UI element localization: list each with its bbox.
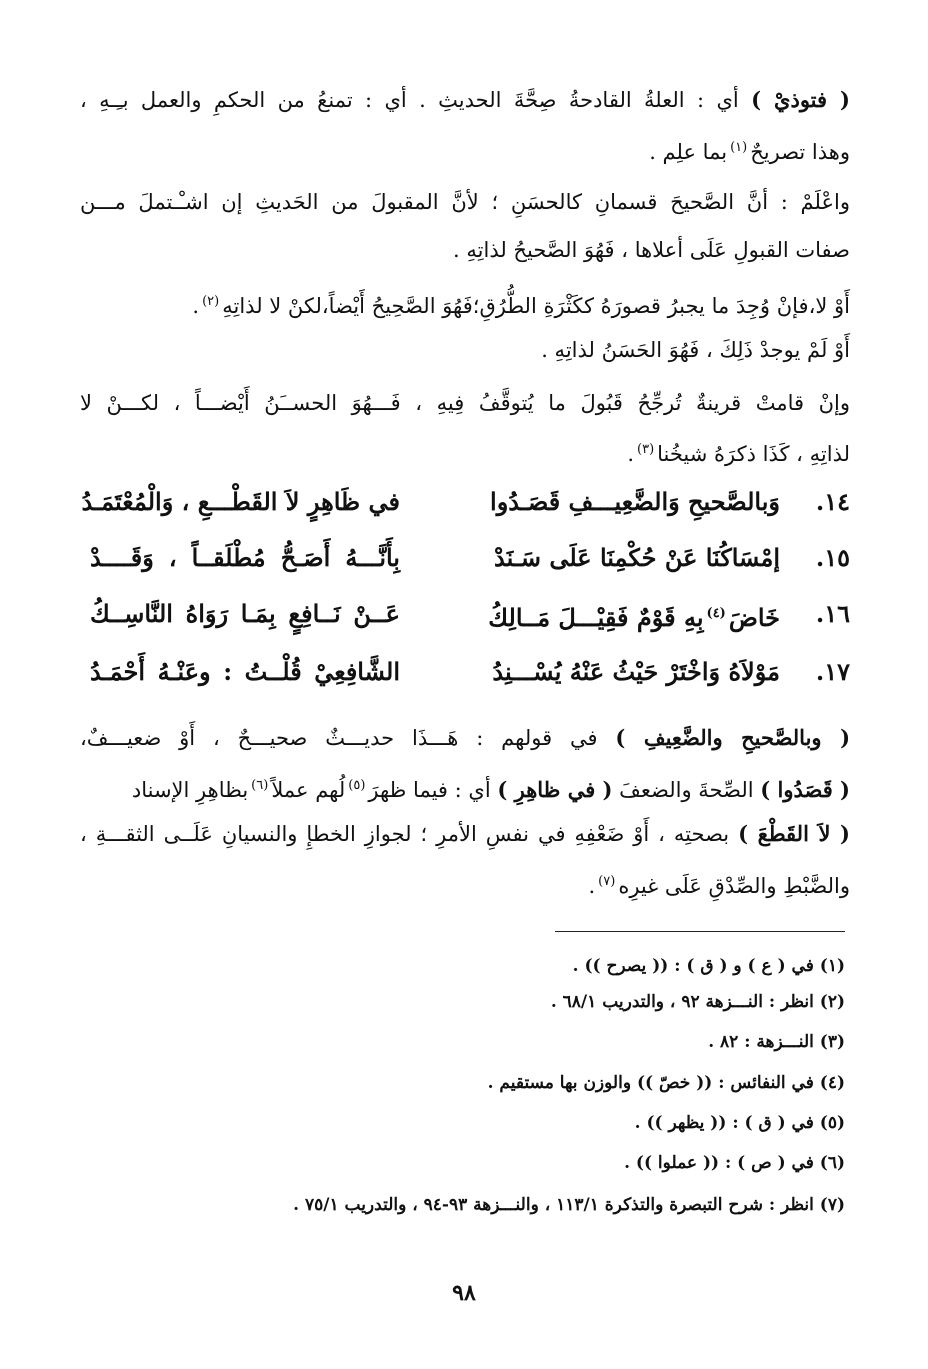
footnote: (٣) النـــزهة : ٨٢ .	[708, 1032, 845, 1052]
text-span: بما علِم .	[649, 140, 728, 164]
footnote: (١) في ( ع ) و ( ق ) : (( يصرح )) .	[572, 956, 845, 976]
text-span: .	[627, 442, 634, 466]
footnote: (٦) في ( ص ) : (( عملوا )) .	[624, 1153, 845, 1173]
footnote-separator	[555, 931, 845, 932]
verse-hemistich-first: مَوْلاَهُ وَاخْتَرْ حَيْثُ عَنْهُ يُسْـــنِدُ	[492, 657, 780, 686]
text-line	[80, 766, 850, 806]
verse-hemistich-second: الشَّافِعِيْ قُلْــتُ : وعَنْـهُ أَحْمَـدُ	[90, 657, 400, 686]
footnote-ref: (٣)	[637, 442, 655, 457]
term-bold: ( وبالصَّحيحِ والضَّعِيفِ )	[615, 725, 850, 750]
text-span: بِهِ قَوْمٌ فَقِيْـــلَ مَــالِكُ	[488, 603, 704, 632]
text-span: الصِّحةَ والضعفَ	[619, 778, 754, 802]
verse-hemistich-second: بِأَنَّـــهُ أَصَـحُّ مُطْلَقــاً ، وَقَــــدْ	[90, 543, 400, 572]
verse-number: ١٧.	[815, 657, 850, 686]
text-span: وهذا تصريحٌ	[750, 140, 850, 164]
text-span: .	[588, 874, 596, 898]
footnote: (٤) في النفائس : (( خصّ )) والوزن بها مستقيم .	[487, 1073, 845, 1093]
footnote-ref: (٦)	[251, 778, 269, 793]
verse-number: ١٥.	[815, 543, 850, 572]
footnote: (٧) انظر : شرح التبصرة والتذكرة ١١٣/١ ، والنـــزهة ٩٣-٩٤ ، والتدريب ٧٥/١ .	[293, 1195, 845, 1215]
text-span: لذاتِهِ ، كَذَا ذكرَهُ شيخُنا	[657, 442, 850, 466]
verse-number: ١٦.	[815, 599, 850, 628]
text-span: أَوْ لا،فإنْ وُجِدَ ما يجبرُ قصورَهُ ككَثْرَةِ الطُّرُقِ؛فَهُوَ الصَّحِيحُ أَيْضاً،لكنْ لا لذاتِهِ	[222, 294, 850, 318]
verse-hemistich-first: إمْسَاكُنَا عَنْ حُكْمِنَا عَلَى سَـنَدْ	[493, 543, 780, 572]
verse-line	[90, 644, 850, 700]
term-bold: ( في ظاهِرِ )	[497, 777, 613, 802]
verse-hemistich-first: وَبالصَّحيحِ وَالضَّعِيـــفِ قَصَـدُوا	[490, 487, 780, 516]
text-span: بظاهِرِ الإسناد	[131, 778, 249, 802]
text-span: أي : فيما ظهرَ	[368, 778, 491, 802]
text-line	[80, 718, 850, 758]
text-line	[80, 814, 850, 854]
term-bold: ( قَصَدُوا )	[760, 777, 850, 802]
footnote-ref: (٧)	[598, 874, 616, 889]
text-line: صفات القبولِ عَلَى أعلاها ، فَهُوَ الصَّحيحُ لذاتِهِ .	[453, 238, 850, 262]
footnote: (٢) انظر : النـــزهة ٩٢ ، والتدريب ٦٨/١ .	[550, 992, 845, 1012]
text-line	[80, 80, 850, 120]
verse-hemistich-first	[400, 586, 780, 646]
verse-hemistich-second: في ظَاهِرٍ لاَ القَطْـــعِ ، وَالْمُعْتَمَـدُ	[81, 487, 400, 516]
text-span: في قولهم : هَـــذَا حديـــثٌ صحيـــحٌ ، أَوْ ضعيـــفٌ،	[80, 726, 598, 750]
page-number: ٩٨	[452, 1280, 476, 1306]
text-line	[80, 282, 850, 322]
text-span: لُهم عملاً	[271, 778, 346, 802]
term-bold: ( فتوذيْ )	[751, 87, 850, 112]
term-bold: ( لاَ القَطْعَ )	[738, 821, 850, 846]
footnote-ref: (١)	[730, 140, 748, 155]
text-span: بصحتِه ، أَوْ ضَعْفِهِ في نفسِ الأمرِ ؛ لجوازِ الخطإِ والنسيانِ عَلَــى الثقـــةِ ،	[80, 822, 730, 846]
text-line: وإنْ قامتْ قرينةٌ تُرجِّحُ قَبُولَ ما يُتوقَّفُ فِيهِ ، فَـــهُوَ الحســَنُ أَيْضـــاً ، لكـــنْ لا	[80, 391, 850, 415]
verse-line	[90, 530, 850, 586]
text-line	[80, 128, 850, 168]
verse-hemistich-second: عَــنْ نَــافِعٍ بِمَـا رَوَاهُ النَّاسِــكُ	[90, 599, 400, 628]
text-line	[80, 862, 850, 902]
footnote-ref: (٤)	[706, 606, 726, 621]
footnote-ref: (٢)	[202, 294, 220, 309]
text-span: .	[192, 294, 200, 318]
verse-line	[90, 586, 850, 642]
verse-line	[81, 474, 850, 530]
text-line	[80, 430, 850, 470]
footnote: (٥) في ( ق ) : (( يظهر )) .	[634, 1113, 845, 1133]
text-span: أي : العلةُ القادحةُ صِحَّةَ الحديثِ . أي : تمنعُ من الحكمِ والعمل بـِـهِ ،	[80, 88, 739, 112]
footnote-ref: (٥)	[348, 778, 366, 793]
text-span: والضَّبْطِ والصِّدْقِ عَلَى غيرِه	[618, 874, 850, 898]
verse-number: ١٤.	[815, 487, 850, 516]
text-line: أَوْ لَمْ يوجدْ ذَلِكَ ، فَهُوَ الحَسَنُ لذاتِهِ .	[541, 338, 850, 362]
text-line: واعْلَمْ : أنَّ الصَّحيحَ قسمانِ كالحسَنِ ؛ لأنَّ المقبولَ من الحَديثِ إن اشـْـتملَ مـــن	[80, 190, 850, 214]
text-span: خَاضَ	[728, 603, 780, 632]
